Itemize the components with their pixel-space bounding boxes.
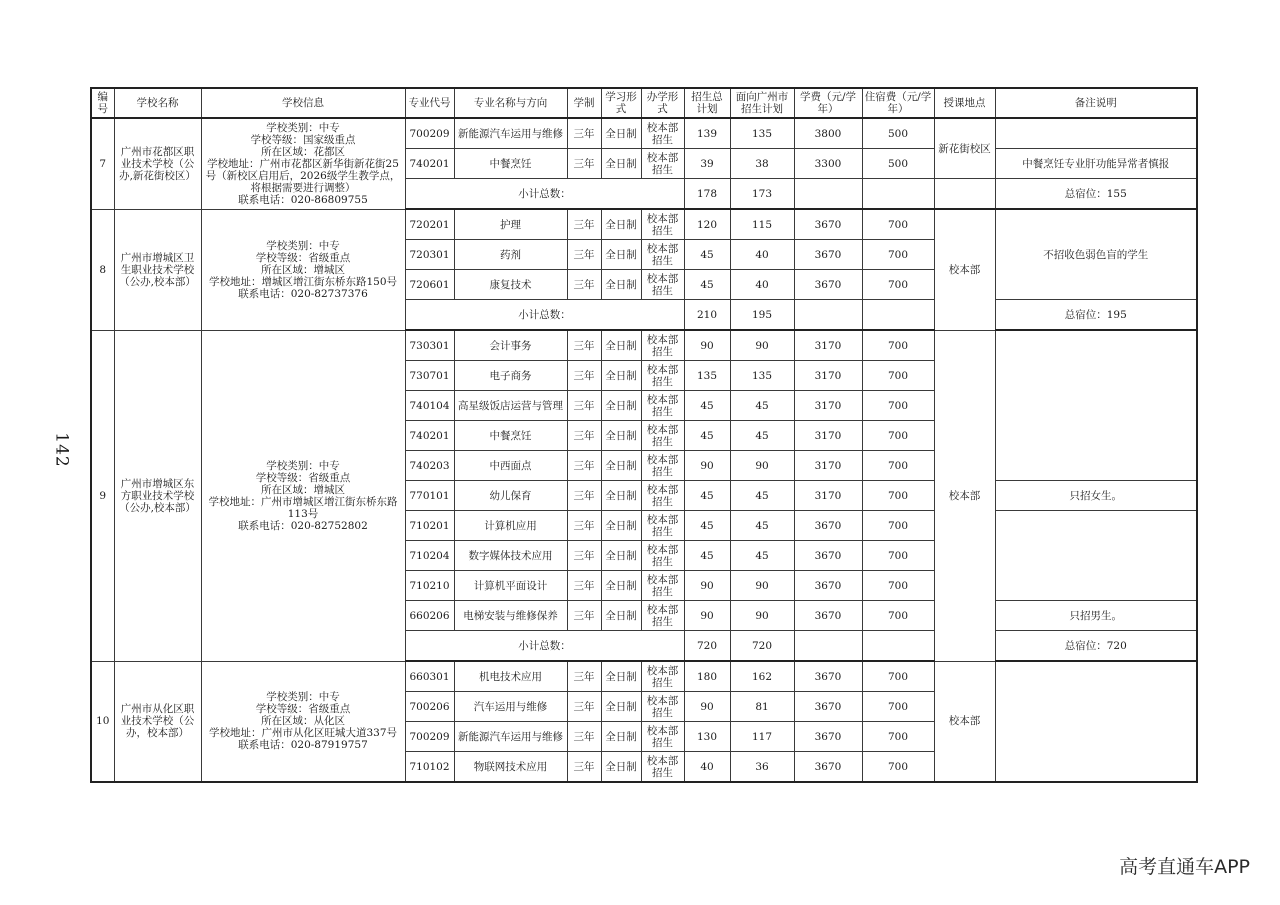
program-type: 校本部招生 (641, 571, 684, 601)
school-info (201, 118, 405, 209)
info-district: 所在区域：从化区 (261, 715, 345, 728)
program-mode: 全日制 (601, 601, 641, 631)
subtotal-dorm-empty (862, 179, 934, 210)
program-major: 高星级饭店运营与管理 (454, 391, 567, 421)
location: 新花街校区 (934, 118, 995, 179)
program-mode: 全日制 (601, 571, 641, 601)
header-no: 编号 (91, 88, 114, 118)
program-total: 90 (684, 451, 730, 481)
program-mode: 全日制 (601, 330, 641, 361)
program-mode: 全日制 (601, 209, 641, 240)
program-major: 计算机应用 (454, 511, 567, 541)
program-code: 720601 (405, 270, 454, 300)
location: 校本部 (934, 661, 995, 782)
program-code: 720301 (405, 240, 454, 270)
program-gz: 162 (730, 661, 794, 692)
program-gz: 90 (730, 451, 794, 481)
program-major: 康复技术 (454, 270, 567, 300)
program-code: 740201 (405, 421, 454, 451)
program-tuition: 3170 (794, 421, 862, 451)
program-duration: 三年 (567, 270, 601, 300)
program-major: 计算机平面设计 (454, 571, 567, 601)
program-tuition: 3170 (794, 451, 862, 481)
program-code: 710102 (405, 752, 454, 783)
program-type: 校本部招生 (641, 722, 684, 752)
program-dorm: 700 (862, 541, 934, 571)
info-phone: 联系电话：020-82752802 (238, 519, 368, 532)
program-major: 电梯安装与维修保养 (454, 601, 567, 631)
program-dorm: 700 (862, 661, 934, 692)
program-duration: 三年 (567, 149, 601, 179)
program-type: 校本部招生 (641, 481, 684, 511)
info-level: 学校等级：国家级重点 (250, 133, 356, 146)
program-dorm: 700 (862, 240, 934, 270)
program-total: 40 (684, 752, 730, 783)
program-type: 校本部招生 (641, 240, 684, 270)
program-tuition: 3800 (794, 118, 862, 149)
school-info (201, 330, 405, 661)
page-number: 142 (51, 432, 72, 468)
program-code: 730701 (405, 361, 454, 391)
info-address: 学校地址：广州市花都区新华街新花街25号（新校区启用后，2026级学生教学点，将根据需要进行调整） (205, 157, 401, 194)
table-row (91, 209, 1197, 240)
program-duration: 三年 (567, 752, 601, 783)
location: 校本部 (934, 209, 995, 330)
program-total: 45 (684, 270, 730, 300)
header-location: 授课地点 (934, 88, 995, 118)
program-dorm: 700 (862, 391, 934, 421)
program-dorm: 700 (862, 451, 934, 481)
program-gz: 45 (730, 391, 794, 421)
program-duration: 三年 (567, 571, 601, 601)
program-major: 护理 (454, 209, 567, 240)
info-category: 学校类别：中专 (266, 121, 340, 134)
program-type: 校本部招生 (641, 752, 684, 783)
program-mode: 全日制 (601, 481, 641, 511)
program-duration: 三年 (567, 240, 601, 270)
program-major: 中餐烹饪 (454, 421, 567, 451)
program-dorm: 700 (862, 571, 934, 601)
program-major: 幼儿保育 (454, 481, 567, 511)
header-remark: 备注说明 (995, 88, 1197, 118)
program-tuition: 3170 (794, 361, 862, 391)
watermark-text: 高考直通车APP (1119, 856, 1250, 878)
program-code: 740203 (405, 451, 454, 481)
program-type: 校本部招生 (641, 149, 684, 179)
header-dorm-fee: 住宿费（元/学年） (862, 88, 934, 118)
program-tuition: 3670 (794, 240, 862, 270)
program-type: 校本部招生 (641, 692, 684, 722)
program-code: 660301 (405, 661, 454, 692)
header-type: 办学形式 (641, 88, 684, 118)
program-type: 校本部招生 (641, 330, 684, 361)
program-dorm: 700 (862, 722, 934, 752)
program-remark-empty (995, 511, 1197, 601)
program-major: 中西面点 (454, 451, 567, 481)
program-total: 135 (684, 361, 730, 391)
program-duration: 三年 (567, 118, 601, 149)
school-name: 广州市花都区职业技术学校（公办,新花街校区） (114, 118, 201, 209)
program-major: 电子商务 (454, 361, 567, 391)
program-remark: 只招女生。 (995, 481, 1197, 511)
program-total: 180 (684, 661, 730, 692)
program-gz: 81 (730, 692, 794, 722)
program-duration: 三年 (567, 541, 601, 571)
program-major: 汽车运用与维修 (454, 692, 567, 722)
subtotal-remark: 总宿位：155 (995, 179, 1197, 210)
program-mode: 全日制 (601, 421, 641, 451)
school-no: 8 (91, 209, 114, 330)
program-type: 校本部招生 (641, 511, 684, 541)
program-duration: 三年 (567, 481, 601, 511)
program-gz: 90 (730, 571, 794, 601)
location: 校本部 (934, 330, 995, 661)
table-row (91, 330, 1197, 361)
program-major: 物联网技术应用 (454, 752, 567, 783)
info-level: 学校等级：省级重点 (255, 471, 351, 484)
program-major: 新能源汽车运用与维修 (454, 118, 567, 149)
program-major: 新能源汽车运用与维修 (454, 722, 567, 752)
info-category: 学校类别：中专 (266, 239, 340, 252)
school-info (201, 661, 405, 782)
header-school: 学校名称 (114, 88, 201, 118)
program-dorm: 500 (862, 118, 934, 149)
program-code: 700209 (405, 722, 454, 752)
program-remark (995, 118, 1197, 149)
program-mode: 全日制 (601, 118, 641, 149)
program-gz: 36 (730, 752, 794, 783)
info-address: 学校地址：广州市从化区旺城大道337号 (208, 727, 398, 740)
info-district: 所在区域：增城区 (261, 483, 345, 496)
program-total: 90 (684, 571, 730, 601)
program-remark: 不招收色弱色盲的学生 (995, 209, 1197, 300)
program-total: 39 (684, 149, 730, 179)
program-tuition: 3670 (794, 722, 862, 752)
program-duration: 三年 (567, 692, 601, 722)
program-type: 校本部招生 (641, 270, 684, 300)
subtotal-total: 720 (684, 631, 730, 662)
program-tuition: 3670 (794, 541, 862, 571)
subtotal-tuition-empty (794, 300, 862, 331)
program-mode: 全日制 (601, 391, 641, 421)
program-remark-empty (995, 330, 1197, 481)
info-category: 学校类别：中专 (266, 459, 340, 472)
program-mode: 全日制 (601, 752, 641, 783)
info-district: 所在区域：增城区 (261, 263, 345, 276)
program-tuition: 3170 (794, 481, 862, 511)
subtotal-label: 小计总数： (405, 300, 684, 331)
program-type: 校本部招生 (641, 601, 684, 631)
program-type: 校本部招生 (641, 391, 684, 421)
subtotal-label: 小计总数： (405, 179, 684, 210)
program-duration: 三年 (567, 661, 601, 692)
program-code: 700209 (405, 118, 454, 149)
program-dorm: 700 (862, 330, 934, 361)
subtotal-gz: 720 (730, 631, 794, 662)
program-code: 720201 (405, 209, 454, 240)
program-major: 中餐烹饪 (454, 149, 567, 179)
header-gz-plan: 面向广州市招生计划 (730, 88, 794, 118)
program-tuition: 3670 (794, 661, 862, 692)
program-total: 45 (684, 511, 730, 541)
subtotal-dorm-empty (862, 300, 934, 331)
program-total: 90 (684, 601, 730, 631)
program-mode: 全日制 (601, 722, 641, 752)
program-dorm: 700 (862, 421, 934, 451)
program-type: 校本部招生 (641, 451, 684, 481)
admissions-table (90, 87, 1198, 783)
program-duration: 三年 (567, 511, 601, 541)
program-major: 会计事务 (454, 330, 567, 361)
program-dorm: 700 (862, 511, 934, 541)
program-type: 校本部招生 (641, 661, 684, 692)
header-tuition: 学费（元/学年） (794, 88, 862, 118)
subtotal-remark: 总宿位：720 (995, 631, 1197, 662)
subtotal-location-empty (934, 179, 995, 210)
program-duration: 三年 (567, 209, 601, 240)
program-tuition: 3670 (794, 571, 862, 601)
program-mode: 全日制 (601, 361, 641, 391)
program-code: 710210 (405, 571, 454, 601)
table-header-row (91, 88, 1197, 118)
program-total: 120 (684, 209, 730, 240)
program-tuition: 3300 (794, 149, 862, 179)
info-address: 学校地址：增城区增江街东桥东路150号 (208, 275, 398, 288)
program-gz: 45 (730, 511, 794, 541)
program-code: 770101 (405, 481, 454, 511)
program-mode: 全日制 (601, 511, 641, 541)
school-no: 9 (91, 330, 114, 661)
program-tuition: 3170 (794, 391, 862, 421)
program-gz: 135 (730, 118, 794, 149)
program-mode: 全日制 (601, 451, 641, 481)
program-duration: 三年 (567, 391, 601, 421)
school-name: 广州市增城区东方职业技术学校（公办,校本部） (114, 330, 201, 661)
header-code: 专业代号 (405, 88, 454, 118)
program-gz: 115 (730, 209, 794, 240)
program-duration: 三年 (567, 601, 601, 631)
program-tuition: 3670 (794, 692, 862, 722)
program-type: 校本部招生 (641, 541, 684, 571)
program-total: 90 (684, 692, 730, 722)
program-total: 45 (684, 240, 730, 270)
school-name: 广州市增城区卫生职业技术学校（公办,校本部） (114, 209, 201, 330)
subtotal-total: 178 (684, 179, 730, 210)
subtotal-tuition-empty (794, 179, 862, 210)
program-duration: 三年 (567, 722, 601, 752)
program-tuition: 3670 (794, 209, 862, 240)
program-dorm: 500 (862, 149, 934, 179)
subtotal-dorm-empty (862, 631, 934, 662)
school-name: 广州市从化区职业技术学校（公办，校本部） (114, 661, 201, 782)
program-code: 740201 (405, 149, 454, 179)
info-level: 学校等级：省级重点 (255, 251, 351, 264)
program-total: 45 (684, 391, 730, 421)
program-dorm: 700 (862, 752, 934, 783)
program-code: 700206 (405, 692, 454, 722)
program-gz: 38 (730, 149, 794, 179)
info-category: 学校类别：中专 (266, 691, 340, 704)
program-code: 710201 (405, 511, 454, 541)
program-total: 45 (684, 481, 730, 511)
program-tuition: 3670 (794, 601, 862, 631)
program-gz: 45 (730, 421, 794, 451)
program-duration: 三年 (567, 451, 601, 481)
program-mode: 全日制 (601, 541, 641, 571)
program-gz: 45 (730, 481, 794, 511)
program-mode: 全日制 (601, 661, 641, 692)
program-dorm: 700 (862, 270, 934, 300)
program-major: 数字媒体技术应用 (454, 541, 567, 571)
program-dorm: 700 (862, 692, 934, 722)
header-duration: 学制 (567, 88, 601, 118)
program-tuition: 3670 (794, 752, 862, 783)
program-gz: 45 (730, 541, 794, 571)
subtotal-tuition-empty (794, 631, 862, 662)
program-tuition: 3670 (794, 511, 862, 541)
program-duration: 三年 (567, 361, 601, 391)
program-code: 660206 (405, 601, 454, 631)
program-dorm: 700 (862, 209, 934, 240)
subtotal-gz: 173 (730, 179, 794, 210)
program-major: 药剂 (454, 240, 567, 270)
header-mode: 学习形式 (601, 88, 641, 118)
program-total: 45 (684, 421, 730, 451)
program-dorm: 700 (862, 601, 934, 631)
program-total: 139 (684, 118, 730, 149)
table-row (91, 661, 1197, 692)
program-code: 710204 (405, 541, 454, 571)
table-row (91, 118, 1197, 149)
program-mode: 全日制 (601, 692, 641, 722)
program-type: 校本部招生 (641, 421, 684, 451)
program-remark-empty (995, 661, 1197, 782)
program-dorm: 700 (862, 481, 934, 511)
program-major: 机电技术应用 (454, 661, 567, 692)
subtotal-total: 210 (684, 300, 730, 331)
program-gz: 117 (730, 722, 794, 752)
subtotal-label: 小计总数： (405, 631, 684, 662)
school-info (201, 209, 405, 330)
program-mode: 全日制 (601, 270, 641, 300)
info-phone: 联系电话：020-87919757 (238, 739, 368, 752)
program-gz: 40 (730, 240, 794, 270)
program-total: 45 (684, 541, 730, 571)
program-code: 730301 (405, 330, 454, 361)
program-total: 90 (684, 330, 730, 361)
program-mode: 全日制 (601, 149, 641, 179)
program-code: 740104 (405, 391, 454, 421)
info-district: 所在区域：花都区 (261, 145, 345, 158)
program-gz: 40 (730, 270, 794, 300)
info-address: 学校地址：广州市增城区增江街东桥东路113号 (208, 495, 398, 520)
header-total-plan: 招生总计划 (684, 88, 730, 118)
info-phone: 联系电话：020-82737376 (238, 287, 368, 300)
program-duration: 三年 (567, 421, 601, 451)
program-duration: 三年 (567, 330, 601, 361)
subtotal-gz: 195 (730, 300, 794, 331)
program-gz: 135 (730, 361, 794, 391)
program-gz: 90 (730, 601, 794, 631)
program-type: 校本部招生 (641, 209, 684, 240)
program-tuition: 3170 (794, 330, 862, 361)
program-type: 校本部招生 (641, 118, 684, 149)
program-tuition: 3670 (794, 270, 862, 300)
school-no: 7 (91, 118, 114, 209)
program-remark: 中餐烹饪专业肝功能异常者慎报 (995, 149, 1197, 179)
header-major: 专业名称与方向 (454, 88, 567, 118)
program-type: 校本部招生 (641, 361, 684, 391)
info-phone: 联系电话：020-86809755 (238, 193, 368, 206)
header-info: 学校信息 (201, 88, 405, 118)
program-dorm: 700 (862, 361, 934, 391)
program-gz: 90 (730, 330, 794, 361)
program-mode: 全日制 (601, 240, 641, 270)
info-level: 学校等级：省级重点 (255, 703, 351, 716)
program-remark: 只招男生。 (995, 601, 1197, 631)
school-no: 10 (91, 661, 114, 782)
program-total: 130 (684, 722, 730, 752)
subtotal-remark: 总宿位：195 (995, 300, 1197, 331)
